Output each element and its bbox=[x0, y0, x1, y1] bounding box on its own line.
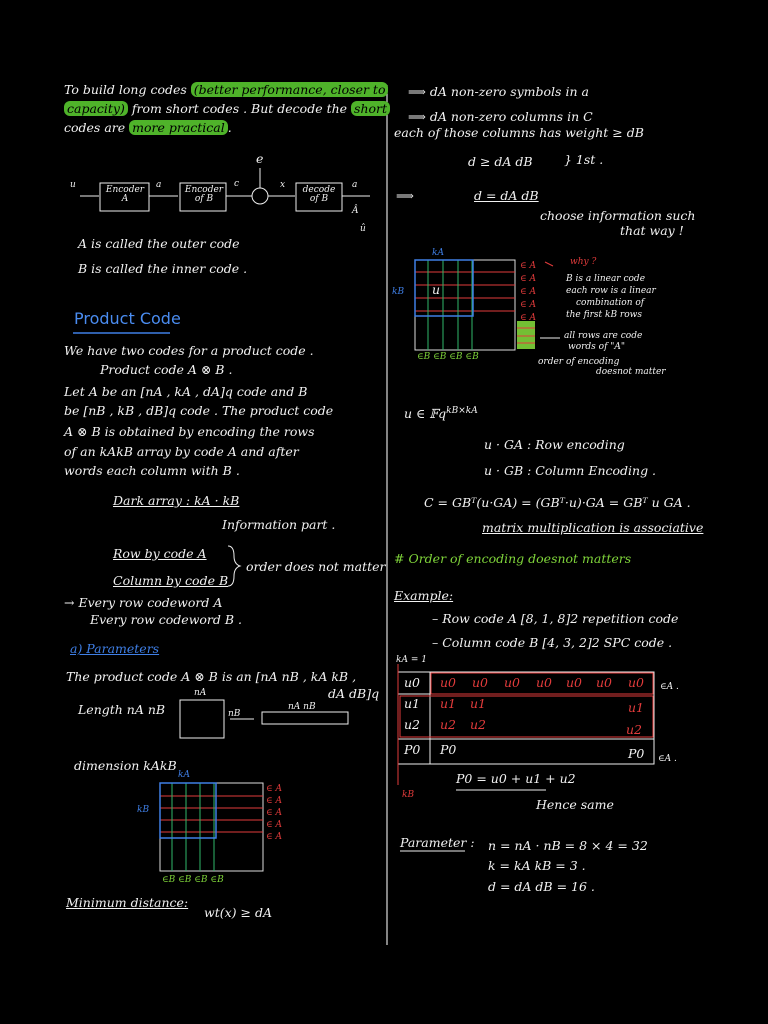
matrix-row-in-a-1: ∈A . bbox=[660, 682, 679, 692]
matrix-cell-r2-c0: u2 bbox=[404, 717, 421, 732]
example-matrix bbox=[398, 664, 654, 785]
product-code-title: Product Code bbox=[74, 309, 181, 328]
product-params-2: dA dB]q bbox=[328, 686, 380, 701]
dimension-text: dimension kAkB bbox=[74, 758, 177, 773]
right-r2: ⟹ dA non-zero columns in C bbox=[408, 109, 593, 124]
order-enc-1: order of encoding bbox=[538, 357, 620, 367]
length-square bbox=[180, 700, 224, 738]
left-grid-in-a-5: ∈ A bbox=[266, 832, 283, 842]
inner-code-text: B is called the inner code . bbox=[78, 261, 248, 276]
highlight-better-performance: (better performance, closer to bbox=[191, 82, 389, 97]
row-by-code-text: Row by code A bbox=[113, 546, 207, 561]
min-dist-text: Minimum distance: bbox=[66, 895, 189, 910]
parameter-title: Parameter : bbox=[400, 835, 475, 850]
length-nanb: nA nB bbox=[288, 702, 316, 712]
matrix-cell-r0-c1: u0 bbox=[440, 675, 457, 690]
left-grid-kb: kB bbox=[137, 805, 150, 815]
highlight-practical: more practical bbox=[129, 120, 228, 135]
adder-circle bbox=[252, 188, 268, 204]
right-r3: each of those columns has weight ≥ dB bbox=[394, 125, 644, 140]
matrix-cell-r2-c7: u2 bbox=[626, 722, 643, 737]
length-nb: nB bbox=[228, 709, 241, 719]
right-grid-in-b: ∈B ∈B ∈B ∈B bbox=[417, 352, 479, 362]
matrix-cell-r2-c2: u2 bbox=[470, 717, 487, 732]
matrix-cell-r1-c7: u1 bbox=[628, 700, 645, 715]
row-code-text: – Row code A [8, 1, 8]2 repetition code bbox=[432, 611, 679, 626]
length-na: nA bbox=[194, 688, 207, 698]
right-grid-in-a-1: ∈ A bbox=[520, 261, 537, 271]
outer-code-text: A is called the outer code bbox=[78, 236, 240, 251]
encoder-b-label: Encoder of B bbox=[184, 185, 224, 204]
matrix-cell-r3-c1: P0 bbox=[440, 742, 457, 757]
right-grid-u: u bbox=[432, 282, 441, 297]
info-part-text: Information part . bbox=[222, 517, 336, 532]
right-grid-in-a-2: ∈ A bbox=[520, 274, 537, 284]
diagram-a2: a bbox=[352, 180, 358, 190]
intro-text-1: To build long codes (better performance, closer to bbox=[64, 84, 388, 97]
right-r5b: d = dA dB bbox=[474, 188, 539, 203]
matrix-cell-r3-c0: P0 bbox=[404, 742, 421, 757]
product-p2: Product code A ⊗ B . bbox=[100, 362, 233, 377]
product-params: The product code A ⊗ B is an [nA nB , kA kB , bbox=[66, 669, 357, 684]
ka-equals-1: kA = 1 bbox=[396, 655, 427, 665]
u-in-field: u ∈ 𝔽q$^{kB\times kA}$ bbox=[404, 406, 478, 422]
all-rows-1: all rows are code bbox=[564, 331, 643, 341]
product-p3: Let A be an [nA , kA , dA]q code and B bbox=[64, 384, 308, 399]
hence-same: Hence same bbox=[536, 797, 614, 812]
right-product-grid bbox=[415, 260, 560, 350]
why-4: the first kB rows bbox=[566, 310, 642, 320]
dark-array-text: Dark array : kA · kB bbox=[113, 493, 240, 508]
why-2: each row is a linear bbox=[566, 286, 656, 296]
diagram-a1: a bbox=[156, 180, 162, 190]
n-equation: n = nA · nB = 8 × 4 = 32 bbox=[488, 838, 648, 853]
col-code-text: – Column code B [4, 3, 2]2 SPC code . bbox=[432, 635, 673, 650]
product-p1: We have two codes for a product code . bbox=[64, 343, 314, 358]
matrix-cell-r1-c1: u1 bbox=[440, 696, 457, 711]
right-r6: choose information such bbox=[540, 208, 696, 223]
order-brace bbox=[228, 546, 240, 586]
diagram-c: c bbox=[234, 179, 240, 189]
right-r4b: } 1st . bbox=[564, 152, 604, 167]
weight-text: wt(x) ≥ dA bbox=[204, 905, 272, 920]
matrix-row-in-a-2: ∈A . bbox=[658, 754, 677, 764]
encoder-a-label: Encoder A bbox=[105, 185, 145, 204]
k-equation: k = kA kB = 3 . bbox=[488, 858, 586, 873]
order-text: order does not matter bbox=[246, 559, 386, 574]
row-encoding-text: u · GA : Row encoding bbox=[484, 437, 625, 452]
right-grid-ka: kA bbox=[432, 248, 444, 258]
product-p5: A ⊗ B is obtained by encoding the rows bbox=[64, 424, 315, 439]
matrix-cell-r0-c6: u0 bbox=[596, 675, 613, 690]
left-grid-in-a-2: ∈ A bbox=[266, 796, 283, 806]
matrix-cell-r2-c1: u2 bbox=[440, 717, 457, 732]
diagram-x: x bbox=[280, 180, 286, 190]
matrix-cell-r1-c0: u1 bbox=[404, 696, 421, 711]
why-1: B is a linear code bbox=[566, 274, 646, 284]
product-p6: of an kAkB array by code A and after bbox=[64, 444, 299, 459]
diagram-uhat: û bbox=[360, 224, 366, 234]
right-grid-in-a-4: ∈ A bbox=[520, 300, 537, 310]
right-r5: ⟹ bbox=[396, 188, 414, 203]
matrix-cell-r3-c7: P0 bbox=[628, 746, 645, 761]
diagram-e: e bbox=[256, 151, 264, 166]
order-enc-2: doesnot matter bbox=[596, 367, 666, 377]
left-grid-in-a-1: ∈ A bbox=[266, 784, 283, 794]
highlight-capacity: capacity) bbox=[64, 101, 128, 116]
column-by-code-text: Column by code B bbox=[113, 573, 229, 588]
matrix-cell-r0-c2: u0 bbox=[472, 675, 489, 690]
example-title: Example: bbox=[394, 588, 454, 603]
c-equation: C = GBᵀ(u·GA) = (GBᵀ·u)·GA = GBᵀ u GA . bbox=[424, 495, 691, 510]
decoder-label: decode of B bbox=[302, 185, 336, 204]
every-col-text: Every row codeword B . bbox=[90, 612, 243, 627]
intro-text-2: capacity) from short codes . But decode the short bbox=[64, 103, 390, 116]
parameters-title: a) Parameters bbox=[70, 641, 160, 656]
highlight-short: short bbox=[351, 101, 390, 116]
p0-equation: P0 = u0 + u1 + u2 bbox=[456, 771, 576, 786]
column-encoding-text: u · GB : Column Encoding . bbox=[484, 463, 657, 478]
matrix-cell-r0-c7: u0 bbox=[628, 675, 645, 690]
every-row-text: → Every row codeword A bbox=[64, 595, 223, 610]
left-grid-in-a-3: ∈ A bbox=[266, 808, 283, 818]
right-r7: that way ! bbox=[620, 223, 684, 238]
left-dimension-grid bbox=[160, 783, 263, 871]
matrix-cell-r0-c0: u0 bbox=[404, 675, 421, 690]
order-note: # Order of encoding doesnot matters bbox=[394, 551, 632, 566]
diagram-u: u bbox=[70, 180, 76, 190]
product-p4: be [nB , kB , dB]q code . The product code bbox=[64, 403, 334, 418]
d-equation: d = dA dB = 16 . bbox=[488, 879, 595, 894]
intro-text-3: codes are more practical . bbox=[64, 120, 232, 135]
right-r1: ⟹ dA non-zero symbols in a bbox=[408, 84, 589, 99]
matrix-kb-arrow: kB bbox=[402, 790, 415, 800]
diagram-ahat: Â bbox=[352, 206, 359, 216]
matrix-cell-r0-c4: u0 bbox=[536, 675, 553, 690]
length-text: Length nA nB bbox=[78, 702, 166, 717]
why-3: combination of bbox=[576, 298, 645, 308]
length-bar bbox=[262, 712, 348, 724]
left-grid-in-a-4: ∈ A bbox=[266, 820, 283, 830]
why-text: why ? bbox=[570, 257, 597, 267]
right-r4: d ≥ dA dB bbox=[468, 154, 533, 169]
matrix-cell-r0-c5: u0 bbox=[566, 675, 583, 690]
right-grid-kb: kB bbox=[392, 287, 405, 297]
right-grid-in-a-5: ∈ A bbox=[520, 313, 537, 323]
all-rows-2: words of "A" bbox=[568, 342, 626, 352]
matrix-cell-r1-c2: u1 bbox=[470, 696, 487, 711]
matrix-cell-r0-c3: u0 bbox=[504, 675, 521, 690]
product-p7: words each column with B . bbox=[64, 463, 240, 478]
right-grid-in-a-3: ∈ A bbox=[520, 287, 537, 297]
left-grid-ka: kA bbox=[178, 770, 190, 780]
associative-text: matrix multiplication is associative bbox=[482, 520, 704, 535]
left-grid-in-b: ∈B ∈B ∈B ∈B bbox=[162, 875, 224, 885]
